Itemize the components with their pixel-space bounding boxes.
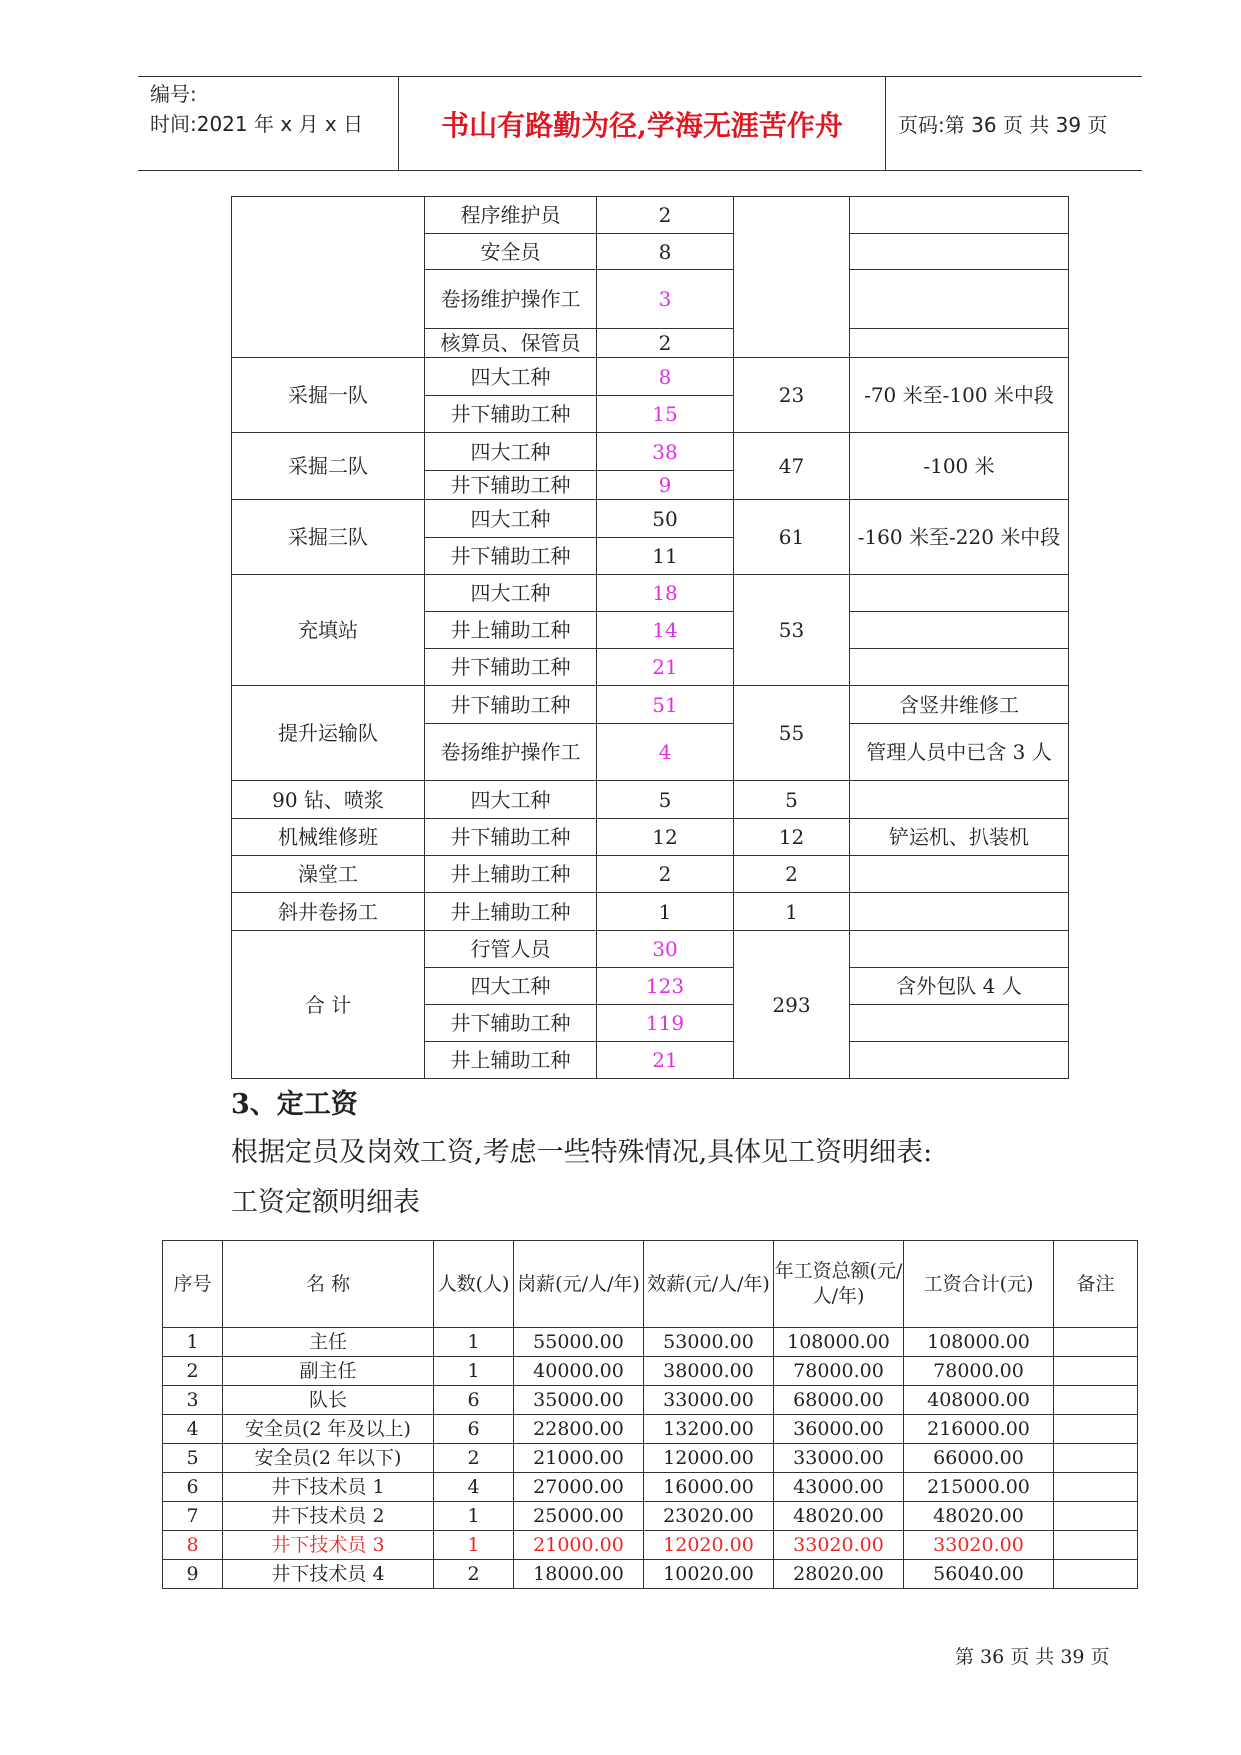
dept-cell: 斜井卷扬工 [232, 893, 425, 931]
cell: 6 [434, 1386, 514, 1415]
cell: 9 [163, 1560, 223, 1589]
role-cell: 四大工种 [425, 433, 597, 471]
role-cell: 核算员、保管员 [425, 329, 597, 358]
dept-cell: 合 计 [232, 931, 425, 1079]
count-cell: 14 [597, 612, 734, 649]
cell: 7 [163, 1502, 223, 1531]
note-cell: -70 米至-100 米中段 [850, 358, 1069, 433]
count-cell: 5 [597, 781, 734, 819]
count-cell: 123 [597, 968, 734, 1005]
role-cell: 井下辅助工种 [425, 471, 597, 500]
cell [1054, 1560, 1138, 1589]
dept-cell: 采掘一队 [232, 358, 425, 433]
role-cell: 井上辅助工种 [425, 612, 597, 649]
total-cell: 55 [734, 686, 850, 781]
count-cell: 9 [597, 471, 734, 500]
table-row [163, 1357, 1138, 1386]
cell: 队长 [223, 1386, 434, 1415]
note-cell [850, 649, 1069, 686]
cell: 68000.00 [774, 1386, 904, 1415]
total-cell: 293 [734, 931, 850, 1079]
cell: 28020.00 [774, 1560, 904, 1589]
cell: 12020.00 [644, 1531, 774, 1560]
header-cell: 名 称 [223, 1241, 434, 1328]
note-cell: 含外包队 4 人 [850, 968, 1069, 1005]
cell: 井下技术员 3 [223, 1531, 434, 1560]
cell: 33020.00 [774, 1531, 904, 1560]
count-cell: 15 [597, 396, 734, 433]
cell [1054, 1357, 1138, 1386]
note-cell [850, 1005, 1069, 1042]
note-cell [850, 781, 1069, 819]
header-divider [398, 77, 399, 170]
count-cell: 3 [597, 270, 734, 329]
cell: 13200.00 [644, 1415, 774, 1444]
count-cell: 1 [597, 893, 734, 931]
page-footer: 第 36 页 共 39 页 [955, 1646, 1110, 1668]
count-cell: 50 [597, 500, 734, 538]
table-row [163, 1444, 1138, 1473]
code-label: 编号: [150, 82, 197, 106]
cell: 5 [163, 1444, 223, 1473]
role-cell: 井下辅助工种 [425, 538, 597, 575]
role-cell: 四大工种 [425, 575, 597, 612]
cell: 2 [434, 1560, 514, 1589]
cell: 21000.00 [514, 1444, 644, 1473]
time-label: 时间:2021 年 x 月 x 日 [150, 112, 364, 136]
count-cell: 8 [597, 234, 734, 270]
role-cell: 四大工种 [425, 500, 597, 538]
role-cell: 安全员 [425, 234, 597, 270]
count-cell: 18 [597, 575, 734, 612]
role-cell: 井上辅助工种 [425, 1042, 597, 1079]
count-cell: 2 [597, 856, 734, 893]
role-cell: 井下辅助工种 [425, 396, 597, 433]
cell: 3 [163, 1386, 223, 1415]
cell: 36000.00 [774, 1415, 904, 1444]
cell: 108000.00 [774, 1328, 904, 1357]
header-cell: 工资合计(元) [904, 1241, 1054, 1328]
cell: 井下技术员 4 [223, 1560, 434, 1589]
note-cell [850, 612, 1069, 649]
cell: 216000.00 [904, 1415, 1054, 1444]
note-cell [850, 197, 1069, 234]
dept-cell: 澡堂工 [232, 856, 425, 893]
header-cell: 岗薪(元/人/年) [514, 1241, 644, 1328]
page-code: 页码:第 36 页 共 39 页 [898, 113, 1108, 137]
cell: 43000.00 [774, 1473, 904, 1502]
cell: 21000.00 [514, 1531, 644, 1560]
note-cell [850, 931, 1069, 968]
count-cell: 11 [597, 538, 734, 575]
note-cell [850, 329, 1069, 358]
cell: 井下技术员 2 [223, 1502, 434, 1531]
cell: 408000.00 [904, 1386, 1054, 1415]
note-cell [850, 856, 1069, 893]
count-cell: 21 [597, 1042, 734, 1079]
cell: 40000.00 [514, 1357, 644, 1386]
table-header-row [163, 1241, 1138, 1328]
cell [1054, 1502, 1138, 1531]
page-header [138, 76, 1142, 171]
cell: 33000.00 [644, 1386, 774, 1415]
cell: 56040.00 [904, 1560, 1054, 1589]
cell [1054, 1473, 1138, 1502]
table-row [163, 1560, 1138, 1589]
section-paragraph: 根据定员及岗效工资,考虑一些特殊情况,具体见工资明细表: [231, 1137, 933, 1168]
table-row [163, 1328, 1138, 1357]
table-row [163, 1502, 1138, 1531]
cell: 主任 [223, 1328, 434, 1357]
note-cell: 铲运机、扒装机 [850, 819, 1069, 856]
count-cell: 51 [597, 686, 734, 724]
count-cell: 4 [597, 724, 734, 781]
total-cell: 12 [734, 819, 850, 856]
cell [1054, 1531, 1138, 1560]
role-cell: 四大工种 [425, 968, 597, 1005]
cell: 108000.00 [904, 1328, 1054, 1357]
cell: 4 [163, 1415, 223, 1444]
cell: 1 [434, 1531, 514, 1560]
role-cell: 井下辅助工种 [425, 686, 597, 724]
cell: 8 [163, 1531, 223, 1560]
role-cell: 行管人员 [425, 931, 597, 968]
cell: 1 [163, 1328, 223, 1357]
cell: 78000.00 [904, 1357, 1054, 1386]
dept-cell: 采掘三队 [232, 500, 425, 575]
total-cell: 47 [734, 433, 850, 500]
cell: 66000.00 [904, 1444, 1054, 1473]
cell: 4 [434, 1473, 514, 1502]
cell: 安全员(2 年以下) [223, 1444, 434, 1473]
cell: 井下技术员 1 [223, 1473, 434, 1502]
total-cell: 61 [734, 500, 850, 575]
cell: 35000.00 [514, 1386, 644, 1415]
cell: 副主任 [223, 1357, 434, 1386]
note-cell: 管理人员中已含 3 人 [850, 724, 1069, 781]
count-cell: 2 [597, 329, 734, 358]
total-cell: 5 [734, 781, 850, 819]
cell [1054, 1444, 1138, 1473]
cell: 2 [434, 1444, 514, 1473]
count-cell: 8 [597, 358, 734, 396]
count-cell: 2 [597, 197, 734, 234]
header-cell: 年工资总额(元/人/年) [774, 1241, 904, 1328]
cell: 2 [163, 1357, 223, 1386]
table-row [163, 1415, 1138, 1444]
note-cell: -100 米 [850, 433, 1069, 500]
role-cell: 井下辅助工种 [425, 649, 597, 686]
header-cell: 人数(人) [434, 1241, 514, 1328]
cell: 23020.00 [644, 1502, 774, 1531]
cell: 48020.00 [774, 1502, 904, 1531]
note-cell [850, 1042, 1069, 1079]
header-cell: 效薪(元/人/年) [644, 1241, 774, 1328]
dept-cell: 提升运输队 [232, 686, 425, 781]
total-cell: 53 [734, 575, 850, 686]
cell: 48020.00 [904, 1502, 1054, 1531]
dept-cell: 充填站 [232, 575, 425, 686]
count-cell: 21 [597, 649, 734, 686]
role-cell: 井上辅助工种 [425, 856, 597, 893]
cell: 1 [434, 1502, 514, 1531]
cell: 215000.00 [904, 1473, 1054, 1502]
dept-cell: 机械维修班 [232, 819, 425, 856]
cell: 27000.00 [514, 1473, 644, 1502]
cell: 安全员(2 年及以上) [223, 1415, 434, 1444]
cell: 38000.00 [644, 1357, 774, 1386]
role-cell: 四大工种 [425, 781, 597, 819]
note-cell [850, 575, 1069, 612]
cell: 6 [163, 1473, 223, 1502]
note-cell [850, 270, 1069, 329]
role-cell: 井上辅助工种 [425, 893, 597, 931]
count-cell: 38 [597, 433, 734, 471]
note-cell [850, 234, 1069, 270]
cell: 18000.00 [514, 1560, 644, 1589]
role-cell: 井下辅助工种 [425, 1005, 597, 1042]
table-title: 工资定额明细表 [231, 1187, 420, 1218]
role-cell: 程序维护员 [425, 197, 597, 234]
cell: 53000.00 [644, 1328, 774, 1357]
note-cell [850, 893, 1069, 931]
total-cell: 23 [734, 358, 850, 433]
motto: 书山有路勤为径,学海无涯苦作舟 [441, 108, 843, 142]
dept-cell: 采掘二队 [232, 433, 425, 500]
cell: 16000.00 [644, 1473, 774, 1502]
cell: 33000.00 [774, 1444, 904, 1473]
cell: 1 [434, 1328, 514, 1357]
salary-table [162, 1240, 1138, 1589]
role-cell: 卷扬维护操作工 [425, 270, 597, 329]
cell: 33020.00 [904, 1531, 1054, 1560]
header-cell: 序号 [163, 1241, 223, 1328]
header-meta [150, 79, 363, 139]
note-cell: 含竖井维修工 [850, 686, 1069, 724]
cell [1054, 1328, 1138, 1357]
role-cell: 卷扬维护操作工 [425, 724, 597, 781]
count-cell: 119 [597, 1005, 734, 1042]
cell: 10020.00 [644, 1560, 774, 1589]
count-cell: 30 [597, 931, 734, 968]
count-cell: 12 [597, 819, 734, 856]
total-cell: 1 [734, 893, 850, 931]
header-divider [885, 77, 886, 170]
cell: 55000.00 [514, 1328, 644, 1357]
total-cell [734, 197, 850, 358]
note-cell: -160 米至-220 米中段 [850, 500, 1069, 575]
role-cell: 四大工种 [425, 358, 597, 396]
cell: 78000.00 [774, 1357, 904, 1386]
cell: 6 [434, 1415, 514, 1444]
section-title: 3、定工资 [231, 1089, 358, 1120]
role-cell: 井下辅助工种 [425, 819, 597, 856]
cell: 1 [434, 1357, 514, 1386]
cell [1054, 1415, 1138, 1444]
cell [1054, 1386, 1138, 1415]
staff-table [231, 196, 1069, 1079]
dept-cell [232, 197, 425, 358]
cell: 12000.00 [644, 1444, 774, 1473]
dept-cell: 90 钻、喷浆 [232, 781, 425, 819]
total-cell: 2 [734, 856, 850, 893]
table-row [163, 1531, 1138, 1560]
table-row [163, 1386, 1138, 1415]
header-cell: 备注 [1054, 1241, 1138, 1328]
cell: 22800.00 [514, 1415, 644, 1444]
cell: 25000.00 [514, 1502, 644, 1531]
table-row [163, 1473, 1138, 1502]
